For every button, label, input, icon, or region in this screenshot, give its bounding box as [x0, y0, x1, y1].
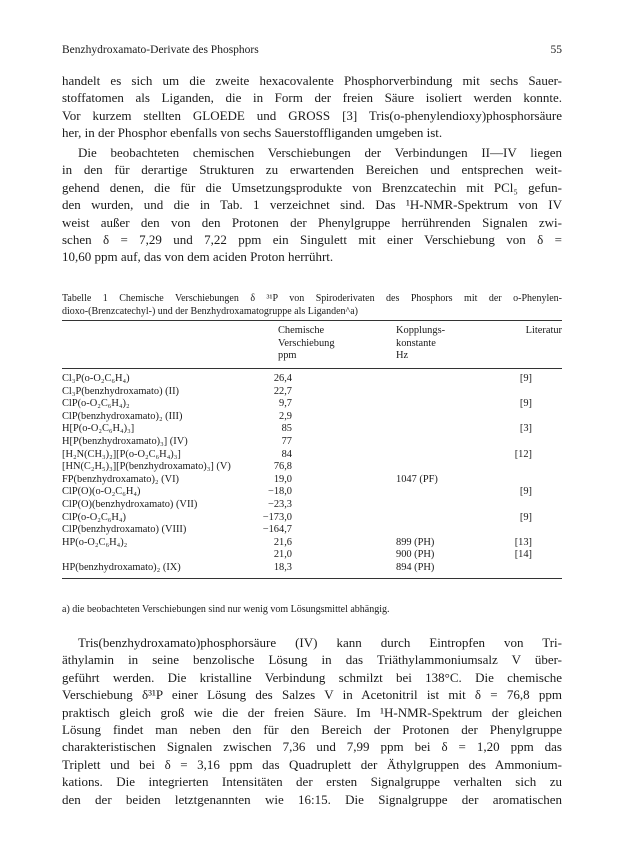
- paragraph-2: [62, 144, 562, 266]
- paragraph-3: [62, 634, 562, 808]
- compound-cell: ClP(o-O₂C₆H₄): [62, 511, 126, 523]
- table-row: [62, 411, 562, 424]
- shift-cell: 2,9: [279, 410, 292, 422]
- shift-cell: 21,0: [273, 549, 292, 561]
- compound-cell: ClP(O)(o-O₂C₆H₄): [62, 486, 141, 498]
- table-row: [62, 436, 562, 449]
- text-line: in den für derartige Strukturen zu erwartenden Bereichen und entsprechen weit-: [62, 162, 562, 178]
- header-coupling-line: Hz: [396, 350, 409, 362]
- table-row: [62, 562, 562, 575]
- text-line: weist außer den von den Protonen der Phenylgruppe herrührenden Signalen zwi-: [62, 214, 562, 230]
- literature-cell: [9]: [519, 398, 532, 410]
- text-line: stoffatomen als Liganden, die in Form der freien Säure isoliert werden konnte.: [62, 90, 562, 106]
- table-row: [62, 499, 562, 512]
- text-line: handelt es sich um die zweite hexacovalente Phosphorverbindung mit sechs Sauer-: [62, 73, 562, 88]
- shift-cell: 22,7: [273, 385, 292, 397]
- shift-cell: −23,3: [267, 498, 292, 510]
- table-row: [62, 474, 562, 487]
- text-line: den wurden, und die in Tab. 1 verzeichnet sind. Das ¹H-NMR-Spektrum von IV: [62, 197, 562, 213]
- shift-cell: 84: [281, 448, 292, 460]
- table-header-rule: [62, 368, 562, 369]
- compound-cell: HP(o-O₂C₆H₄)₂: [62, 536, 128, 548]
- table-row: [62, 373, 562, 386]
- text-line: Tris(benzhydroxamato)phosphorsäure (IV) kann durch Eintropfen von Tri-: [78, 635, 562, 650]
- compound-cell: [HN(C₂H₅)₃][P(benzhydroxamato)₃] (V): [62, 461, 231, 473]
- shift-cell: 26,4: [273, 373, 292, 384]
- table-row: [62, 512, 562, 525]
- literature-cell: [9]: [519, 486, 532, 498]
- text-line: Triplett und bei δ = 3,16 ppm das Quadruplett der Äthylgruppen des Ammonium-: [62, 756, 562, 772]
- table-caption: [62, 292, 562, 318]
- header-coupling: [396, 325, 445, 363]
- shift-cell: 77: [281, 435, 292, 447]
- literature-cell: [9]: [519, 373, 532, 384]
- text-line: gehend denen, die für die Umsetzungsprodukte von Brenzcatechin mit PCl₅ gefun-: [62, 179, 562, 195]
- header-shift-line: Verschiebung: [278, 337, 335, 349]
- table-row: [62, 398, 562, 411]
- literature-cell: [14]: [514, 549, 532, 561]
- paragraph-1: [62, 72, 562, 142]
- compound-cell: Cl₃P(benzhydroxamato) (II): [62, 385, 180, 397]
- compound-cell: HP(benzhydroxamato)₂ (IX): [62, 561, 181, 573]
- header-shift-line: Chemische: [278, 325, 325, 336]
- coupling-cell: 894 (PH): [396, 561, 435, 573]
- text-line: äthylamin in seine benzolische Lösung in das Triäthylammoniumsalz V über-: [62, 652, 562, 668]
- table-row: [62, 461, 562, 474]
- header-literature: [526, 325, 562, 338]
- compound-cell: ClP(O)(benzhydroxamato) (VII): [62, 498, 198, 510]
- table-row: [62, 386, 562, 399]
- table-row: [62, 524, 562, 537]
- coupling-cell: 900 (PH): [396, 549, 435, 561]
- text-line: charakteristischen Signalen zwischen 7,36 und 7,99 ppm bei δ = 1,20 ppm das: [62, 739, 562, 755]
- page-header: [62, 44, 562, 60]
- text-line: Die beobachteten chemischen Verschiebungen der Verbindungen II—IV liegen: [78, 145, 562, 160]
- table-footnote: a) die beobachteten Verschiebungen sind nur wenig vom Lösungsmittel abhängig.: [62, 604, 390, 615]
- text-line: praktisch gleich groß wie die der freien Säure. Im ¹H-NMR-Spektrum der gleichen: [62, 704, 562, 720]
- literature-cell: [13]: [514, 536, 532, 548]
- text-line: schen δ = 7,29 und 7,22 ppm ein Singulett mit einer Verschiebung von δ =: [62, 232, 562, 248]
- table-body: [62, 373, 562, 575]
- page-number: 55: [550, 44, 562, 56]
- header-literature-line: Literatur: [525, 325, 562, 336]
- text-line: Lösung findet man neben den für den Bereich der Protonen der Phenylgruppe: [62, 722, 562, 738]
- compound-cell: ClP(benzhydroxamato) (VIII): [62, 524, 187, 536]
- running-title: Benzhydroxamato-Derivate des Phosphors: [62, 44, 259, 56]
- shift-cell: 21,6: [273, 536, 292, 548]
- shift-cell: −18,0: [267, 486, 292, 498]
- caption-line: dioxo-(Brenzcatechyl-) und der Benzhydroxamatogruppe als Liganden^a): [62, 306, 358, 317]
- text-line: Verschiebung δ³¹P einer Lösung des Salzes V in Acetonitril ist mit δ = 76,8 ppm: [62, 687, 562, 703]
- compound-cell: H[P(o-O₂C₆H₄)₃]: [62, 423, 135, 435]
- text-line: kations. Die integrierten Intensitäten der ersten Signalgruppe verhalten sich zu: [62, 774, 562, 790]
- shift-cell: −173,0: [262, 511, 292, 523]
- literature-cell: [9]: [519, 511, 532, 523]
- text-line: 10,60 ppm auf, das von dem aciden Proton herrührt.: [62, 249, 334, 265]
- text-line: den der beiden letztgenannten wie 16:15. Die Signalgruppe der aromatischen: [62, 791, 562, 807]
- caption-line: Tabelle 1 Chemische Verschiebungen δ ³¹P von Spiroderivaten des Phosphors mit der o-Phenylen-: [62, 293, 562, 304]
- literature-cell: [3]: [519, 423, 532, 435]
- table-bottom-rule: [62, 578, 562, 579]
- compound-cell: FP(benzhydroxamato)₂ (VI): [62, 473, 180, 485]
- shift-cell: 85: [281, 423, 292, 435]
- text-line: geführt werden. Die kristalline Verbindung schmilzt bei 138°C. Die chemische: [62, 669, 562, 685]
- shift-cell: 18,3: [273, 561, 292, 573]
- literature-cell: [12]: [514, 448, 532, 460]
- table-row: [62, 537, 562, 550]
- shift-cell: 19,0: [273, 473, 292, 485]
- compound-cell: H[P(benzhydroxamato)₃] (IV): [62, 435, 188, 447]
- text-line: Vor kurzem stellten GLOEDE und GROSS [3] Tris(o-phenylendioxy)phosphorsäure: [62, 107, 562, 123]
- header-shift: [278, 325, 335, 363]
- coupling-cell: 899 (PH): [396, 536, 435, 548]
- compound-cell: ClP(o-O₂C₆H₄)₂: [62, 398, 130, 410]
- shift-cell: 9,7: [279, 398, 292, 410]
- shift-cell: 76,8: [273, 461, 292, 473]
- table-row: [62, 449, 562, 462]
- compound-cell: Cl₃P(o-O₂C₆H₄): [62, 373, 130, 384]
- header-shift-line: ppm: [278, 350, 297, 362]
- table-row: [62, 486, 562, 499]
- compound-cell: ClP(benzhydroxamato)₂ (III): [62, 410, 183, 422]
- compound-cell: [H₂N(CH₃)₂][P(o-O₂C₆H₄)₃]: [62, 448, 181, 460]
- table-row: [62, 423, 562, 436]
- shift-cell: −164,7: [262, 524, 292, 536]
- coupling-cell: 1047 (PF): [396, 473, 438, 485]
- text-line: her, in der Phosphor ebenfalls von sechs Sauerstoffliganden umgeben ist.: [62, 125, 443, 141]
- header-coupling-line: Kopplungs-: [396, 325, 446, 336]
- table-row: [62, 549, 562, 562]
- header-coupling-line: konstante: [396, 337, 436, 349]
- table-top-rule: [62, 320, 562, 321]
